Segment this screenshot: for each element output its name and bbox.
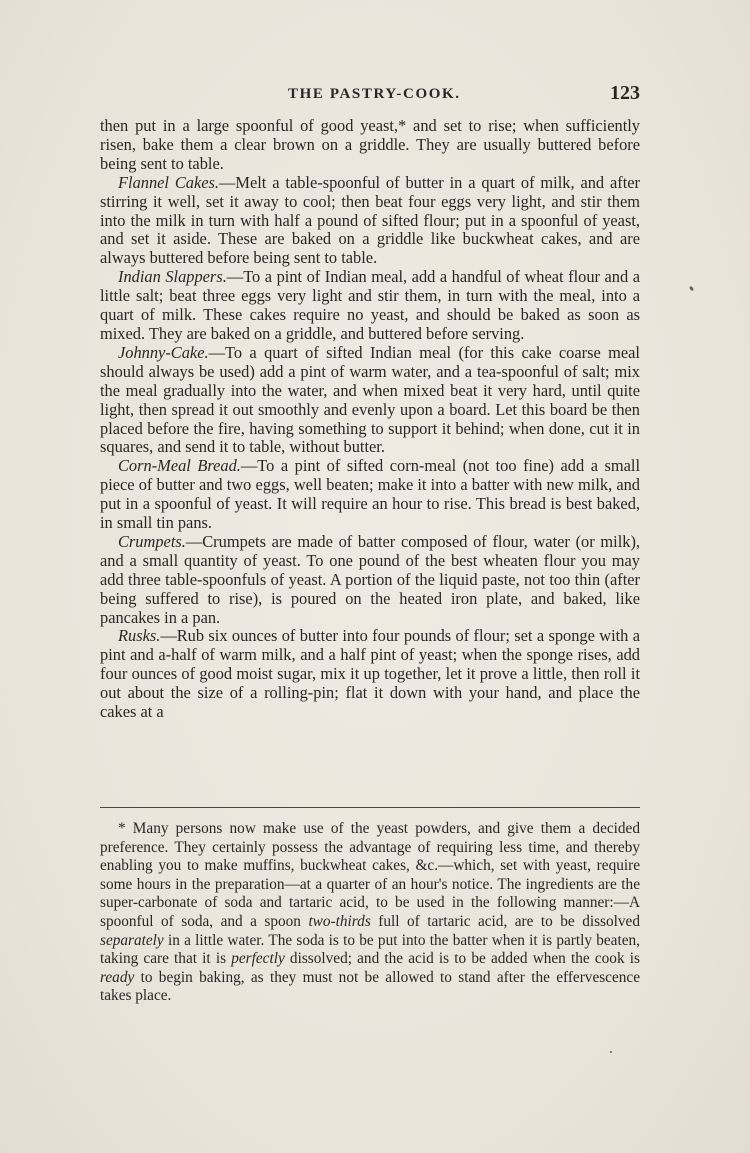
recipe-title: Rusks. (118, 626, 161, 646)
footnote-text: full of tartaric acid, are to be dissolved (370, 912, 640, 930)
recipe-indian-slappers (100, 268, 640, 344)
recipe-johnny-cake (100, 344, 640, 457)
footnote-emphasis: separately (100, 931, 164, 949)
recipe-flannel-cakes (100, 174, 640, 269)
page-header (100, 84, 640, 108)
recipe-text: —Crumpets are made of batter composed of flour, water (or milk), and a small quantity of yeast. To one pound of the best wheaten flour you may add three table-spoonfuls of yeast. A portion of the liquid paste, not too thin (after being suffered to rise), is poured on the heated iron plate, and baked, like pancakes in a pan. (100, 531, 640, 627)
footnote-text: to begin baking, as they must not be allowed to stand after the effervescence takes place. (100, 968, 640, 1005)
paper-speck (610, 1051, 612, 1053)
footnote-paragraph (100, 820, 640, 1006)
recipe-text: —To a pint of Indian meal, add a handful of wheat flour and a little salt; beat three eggs very light and stir them, in turn with the meal, into a quart of milk. These cakes require no yeast, and should be baked as soon as mixed. They are baked on a griddle, and buttered before serving. (100, 267, 640, 343)
continued-paragraph: then put in a large spoonful of good yeast,* and set to rise; when sufficiently risen, bake them a clear brown on a griddle. They are usually buttered before being sent to table. (100, 116, 640, 173)
recipe-title: Corn-Meal Bread. (118, 456, 241, 476)
recipe-rusks (100, 627, 640, 722)
recipe-text: —Rub six ounces of butter into four pounds of flour; set a sponge with a pint and a-half of warm milk, and a half pint of yeast; when the sponge rises, add four ounces of good moist sugar, mix it up together, let it prove a little, then roll it out about the size of a rolling-pin; flat it down with your hand, and place the cakes at a (100, 626, 640, 722)
footnote (100, 820, 640, 1006)
recipe-title: Flannel Cakes. (118, 172, 220, 192)
paper-speck (689, 286, 694, 292)
footnote-emphasis: perfectly (231, 950, 285, 968)
footnote-text: * Many persons now make use of the yeast powders, and give them a decided preference. They certainly possess the advantage of requiring less time, and thereby enabling you to make muffins, buckwheat cakes, &c.—which, set with yeast, require some hours in the preparation—at a quarter of an hour's notice. The ingredients are the super-carbonate of soda and tartaric acid, to be used in the following manner:—A spoonful of soda, and a spoon (100, 820, 640, 930)
recipe-text: —To a quart of sifted Indian meal (for this cake coarse meal should always be used) add a pint of warm water, and a tea-spoonful of salt; mix the meal gradually into the water, and when mixed beat it very hard, until quite light, then spread it out smoothly and evenly upon a board. Let this board be then placed before the fire, having something to support it behind; when done, cut it in squares, and send it to table, without butter. (100, 342, 640, 457)
recipe-text: —Melt a table-spoonful of butter in a quart of milk, and after stirring it well, set it away to cool; then beat four eggs very light, and stir them into the milk in turn with half a pound of sifted flour; put in a spoonful of yeast, and set it aside. These are baked on a griddle like buckwheat cakes, and are always buttered before being sent to table. (100, 172, 641, 268)
running-head: THE PASTRY-COOK. (288, 86, 461, 102)
footnote-divider (100, 807, 640, 808)
recipe-title: Indian Slappers. (118, 267, 227, 287)
recipe-crumpets (100, 533, 640, 628)
body-text (100, 117, 640, 722)
recipe-title: Crumpets. (118, 531, 186, 551)
footnote-text: dissolved; and the acid is to be added when the cook is (284, 950, 640, 968)
footnote-emphasis: two-thirds (308, 912, 371, 930)
page-number: 123 (610, 82, 640, 104)
footnote-emphasis: ready (100, 968, 135, 986)
recipe-corn-meal-bread (100, 457, 640, 533)
footnote-text: in a little water. The soda is to be put into the batter when it is partly beaten, taking care that it is (100, 931, 640, 968)
recipe-text: —To a pint of sifted corn-meal (not too fine) add a small piece of butter and two eggs, well beaten; make it into a batter with new milk, and put in a spoonful of yeast. It will require an hour to rise. This bread is best baked, in small tin pans. (100, 456, 641, 533)
recipe-title: Johnny-Cake. (118, 342, 209, 362)
